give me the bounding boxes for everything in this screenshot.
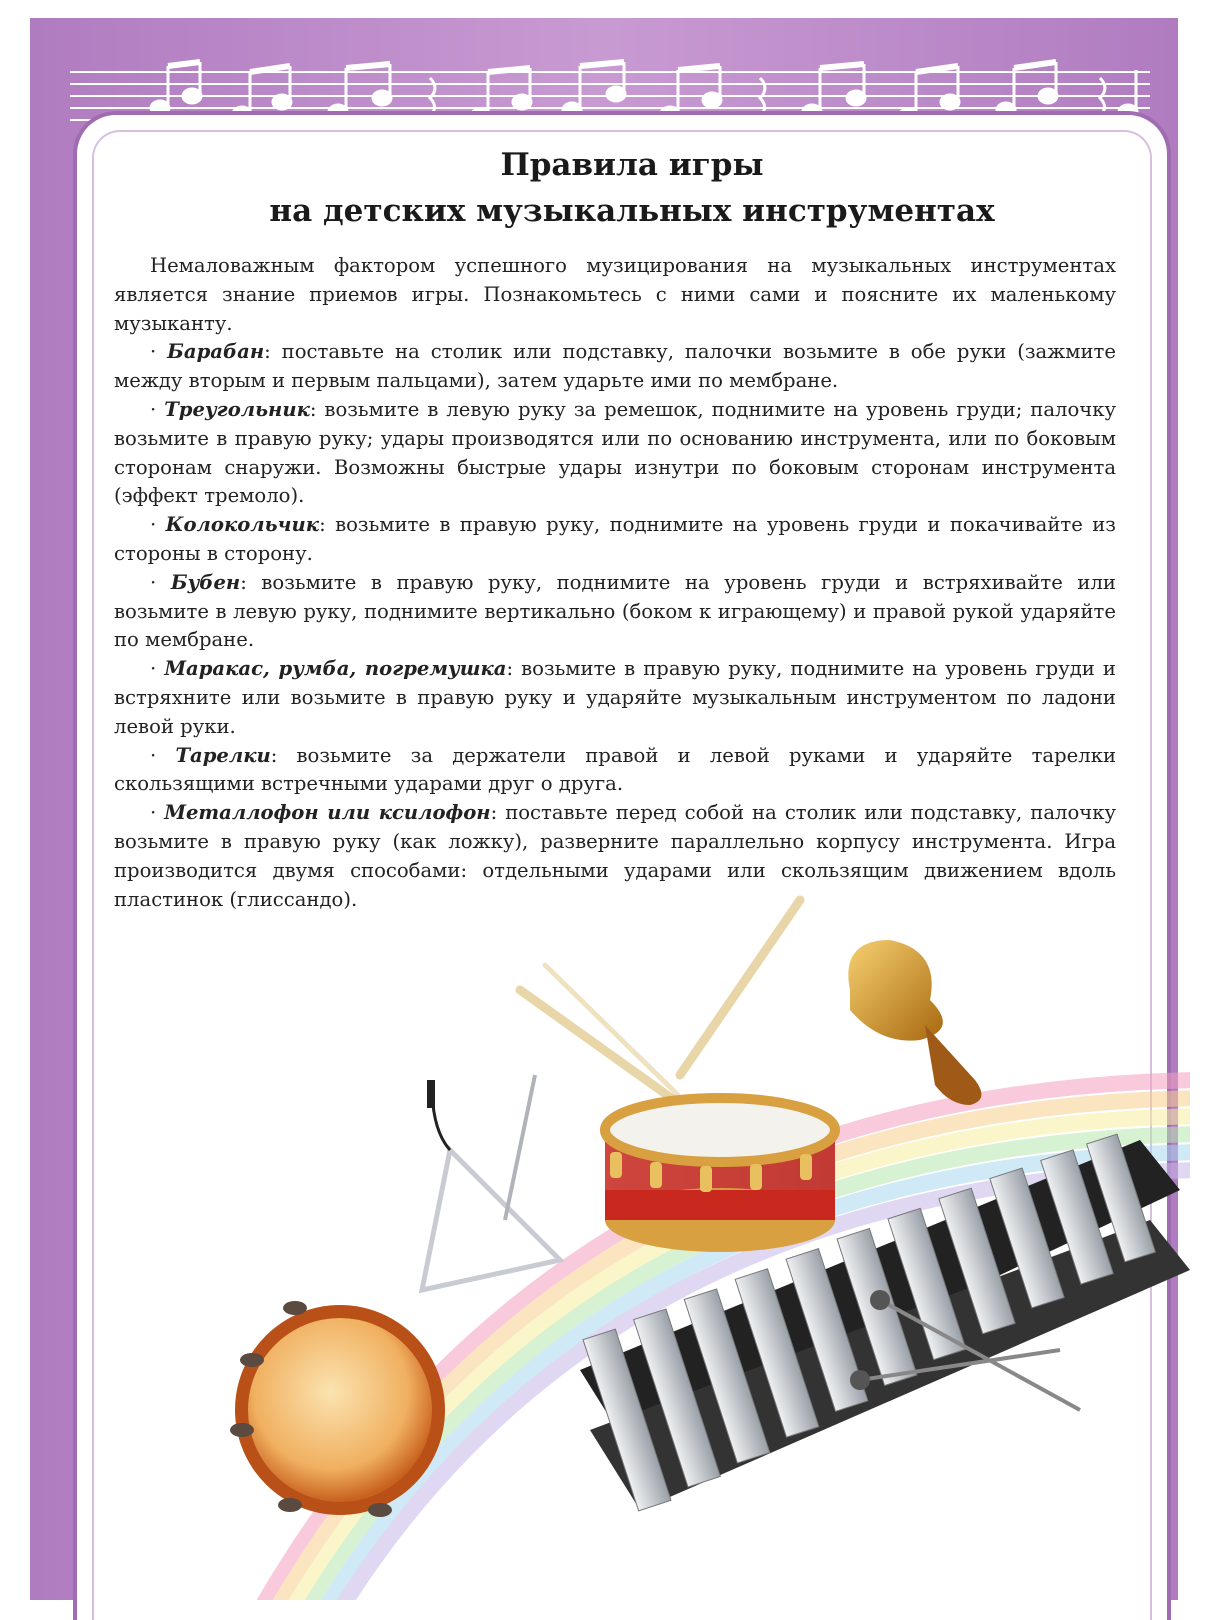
rule-text: : возьмите в правую руку, поднимите на уровень груди и встряхивайте или возьмите в левую руку, поднимите вертикально (боком к играющему) и правой рукой ударяйте по мембране.: [114, 570, 1116, 652]
rule-name: Маракас, румба, погремушка: [164, 657, 507, 681]
rule-text: : возьмите в правую руку, поднимите на уровень груди и встряхните или возьмите в правую руку и ударяйте музыкальным инструментом по ладони левой руки.: [114, 657, 1116, 738]
rule-item-tambourine: · Бубен: возьмите в правую руку, поднимите на уровень груди и встряхивайте или возьмите в левую руку, поднимите вертикально (боком к играющему) и правой рукой ударяйте по мембране.: [114, 570, 1116, 652]
rule-item-triangle: · Треугольник: возьмите в левую руку за ремешок, поднимите на уровень груди; палочку возьмите в правую руку; удары производятся или по основанию инструмента, или по боковым сторонам снаружи. Возможны быстрые удары изнутри по боковым сторонам инструмента (эффект тремоло).: [114, 397, 1116, 508]
page-title: [82, 142, 1182, 234]
rule-name: Треугольник: [164, 397, 310, 421]
rule-item-cymbals: · Тарелки: возьмите за держатели правой и левой руками и ударяйте тарелки скользящими встречными ударами друг о друга.: [114, 743, 1117, 796]
rule-item-bell: · Колокольчик: возьмите в правую руку, поднимите на уровень груди и покачивайте из стороны в сторону.: [114, 513, 1116, 565]
rule-name: Барабан: [167, 340, 265, 364]
title-line-1: Правила игры: [500, 147, 764, 183]
rule-name: Колокольчик: [165, 513, 320, 537]
drumsticks-icon: [520, 900, 800, 1115]
rule-text: : поставьте на столик или подставку, палочки возьмите в обе руки (зажмите между вторым и первым пальцами), затем ударьте ими по мембране.: [114, 340, 1116, 393]
bell-icon: [848, 940, 981, 1105]
instruments-illustration: [200, 890, 1190, 1600]
rules-text: [114, 252, 1116, 914]
rule-text: : возьмите за держатели правой и левой руками и ударяйте тарелки скользящими встречными ударами друг о друга.: [114, 743, 1117, 796]
rule-item-drum: · Барабан: поставьте на столик или подставку, палочки возьмите в обе руки (зажмите между вторым и первым пальцами), затем ударьте ими по мембране.: [114, 340, 1116, 393]
intro-paragraph: Немаловажным фактором успешного музицирования на музыкальных инструментах является знание приемов игры. Познакомьтесь с ними сами и поясните их маленькому музыканту.: [114, 254, 1116, 335]
title-line-2: на детских музыкальных инструментах: [269, 193, 995, 229]
triangle-icon: [422, 1075, 560, 1290]
rule-item-maracas: · Маракас, румба, погремушка: возьмите в правую руку, поднимите на уровень груди и встряхните или возьмите в правую руку и ударяйте музыкальным инструментом по ладони левой руки.: [114, 657, 1116, 738]
rule-text: : возьмите в правую руку, поднимите на уровень груди и покачивайте из стороны в сторону.: [114, 513, 1116, 565]
rule-name: Металлофон или ксилофон: [164, 801, 491, 825]
rule-name: Бубен: [170, 570, 241, 594]
rule-name: Тарелки: [175, 743, 271, 767]
rule-text: : возьмите в левую руку за ремешок, поднимите на уровень груди; палочку возьмите в правую руку; удары производятся или по основанию инструмента, или по боковым сторонам снаружи. Возможны быстрые удары изнутри по боковым сторонам инструмента (эффект тремоло).: [114, 397, 1116, 508]
rule-text: : поставьте перед собой на столик или подставку, палочку возьмите в правую руку (как ложку), разверните параллельно корпусу инструмента. Игра производится двумя способами: отдельными ударами или скользящим движением вдоль пластинок (глиссандо).: [114, 801, 1116, 911]
tambourine-icon: [230, 1301, 445, 1517]
rule-item-metallophone: · Металлофон или ксилофон: поставьте перед собой на столик или подставку, палочку возьмите в правую руку (как ложку), разверните параллельно корпусу инструмента. Игра производится двумя способами: отдельными ударами или скользящим движением вдоль пластинок (глиссандо).: [114, 801, 1116, 911]
drum-icon: [605, 1098, 835, 1252]
